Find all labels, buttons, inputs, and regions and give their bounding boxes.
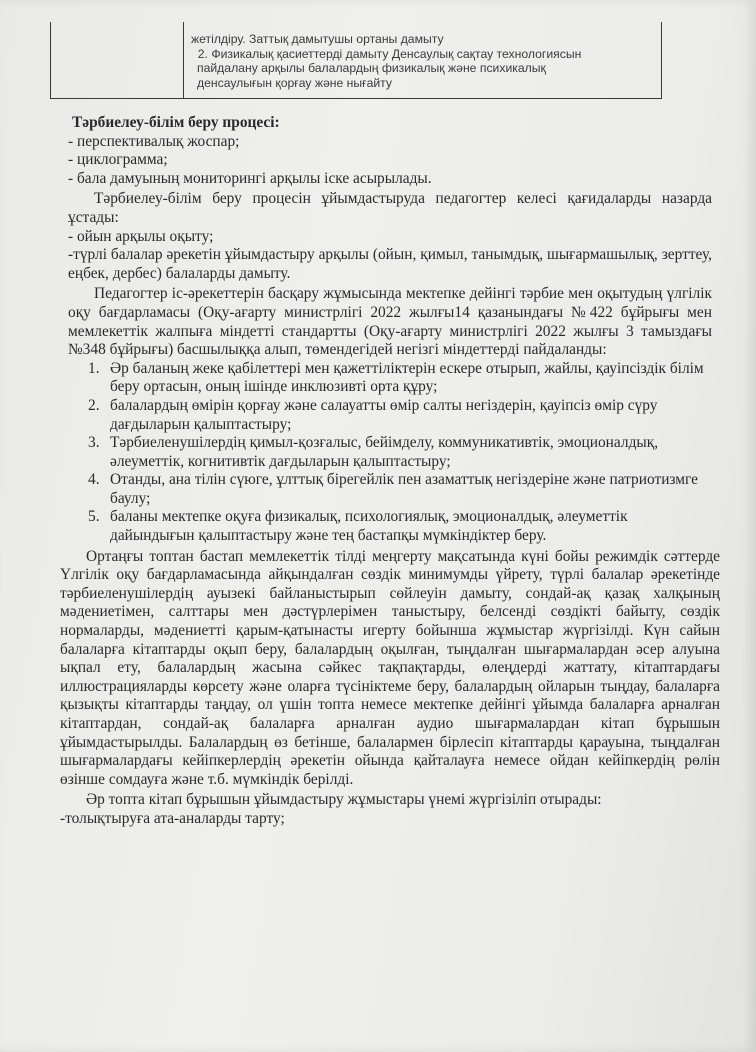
table-cell-text <box>191 32 653 90</box>
task-number: 4. <box>88 471 100 489</box>
standards-paragraph: Педагогтер іс-әрекеттерін басқару жұмысында мектепке дейінгі тәрбие мен оқытудың үлгілік оқу бағдарламасы (Оқу-ағарту министрлігі 2022 жылғы14 қазанындағы №422 бұйрығы мен мемлекеттік жалпыға міндетті стандартты (Оқу-ағарту министрлігі 2022 жылғы 3 тамыздағы №348 бұйрығы) басшылыққа алып, төмендегідей негізгі міндеттерді пайдаланды: <box>68 285 712 359</box>
task-item <box>72 508 712 545</box>
task-item <box>72 397 712 434</box>
bullet-item: - циклограмма; <box>68 151 168 169</box>
table-fragment <box>50 22 662 99</box>
table-line: пайдалану арқылы балалардың физикалық және психикалық <box>197 61 546 75</box>
principle-item: -түрлі балалар әрекетін ұйымдастыру арқылы (ойын, қимыл, танымдық, шығармашылық, зерттеу, еңбек, дербес) балаларды дамыту. <box>68 246 712 282</box>
table-line: 2. Физикалық қасиеттерді дамыту Денсаулық сақтау технологиясын <box>191 46 582 61</box>
section-heading: Тәрбиелеу-білім беру процесі: <box>72 114 280 131</box>
book-corner-item: -толықтыруға ата-аналарды тарту; <box>60 809 285 827</box>
task-text: Әр баланың жеке қабілеттері мен қажеттіліктерін ескере отырып, жайлы, қауіпсіздік білім беру ортасын, оның ішінде инклюзивті орта құру; <box>110 359 704 396</box>
task-item <box>72 471 712 508</box>
table-line: денсаулығын қорғау және нығайту <box>197 75 392 90</box>
book-corner-paragraph: Әр топта кітап бұрышын ұйымдастыру жұмыстары үнемі жүргізіліп отырады: <box>86 791 602 809</box>
task-item <box>72 434 712 471</box>
tasks-list <box>72 360 712 546</box>
middle-group-paragraph: Ортаңғы топтан бастап мемлекеттік тілді меңгерту мақсатында күні бойы режимдік сәттерде Үлгілік оқу бағдарламасында айқындалған сөздік минимумды үйрету, түрлі балалар әрекетінде тәрбиеленушілердің ауызекі байланыстырып сөйлеуін дамыту, сондай-ақ қазақ халқының мәдениетімен, салттары мен дәстүрлерімен таныстыру, белсенді сөздікті байыту, сөздік нормаларды, мәдениетті қарым-қатынасты игерту бойынша жұмыстар жүргізілді. Күн сайын балаларға кітаптарды оқып беру, балалардың оқылған, тыңдалған шығармалардан әсер алуына ықпал ету, балалардың жасына сәйкес тақпақтарды, өлеңдерді жаттату, кітаптардағы иллюстрацияларды көрсету және оларға түсініктеме беру, балалардың ойларын тыңдау, балаларға қызықты кітаптарды таңдау, ол үшін топта немесе мектепке дейінгі ұйымда балаларға арналған кітаптардан, сондай-ақ балаларға арналған аудио шығармалардан кітап бұрышын ұйымдастырылды. Балалардың өз бетінше, балалармен бірлесіп кітаптарды қарауына, тыңдалған шығармалардағы кейіпкерлердің әрекетін ойында қайталауға немесе ойдан кейіпкердің рөлін өзінше сомдауға және т.б. мүмкіндік берілді. <box>60 547 720 788</box>
task-text: Тәрбиеленушілердің қимыл-қозғалыс, бейімделу, коммуникативтік, эмоционалдық, әлеуметтік, когнитивтік дағдыларын қалыптастыру; <box>110 434 659 470</box>
task-number: 2. <box>88 396 100 414</box>
bullet-item: - перспективалық жоспар; <box>68 132 240 150</box>
task-text: балалардың өмірін қорғау және салауатты өмір салты негіздерін, қауіпсіз өмір сүру дағдыларын қалыптастыру; <box>110 396 658 433</box>
principles-intro: Тәрбиелеу-білім беру процесін ұйымдастыруда педагогтер келесі қағидаларды назарда ұстады: <box>68 190 712 226</box>
task-number: 1. <box>88 359 100 377</box>
task-number: 3. <box>88 434 100 452</box>
task-text: Отанды, ана тілін сүюге, ұлттық бірегейлік пен азаматтық негіздеріне және патриотизмге баулу; <box>110 471 698 507</box>
task-text: баланы мектепке оқуға физикалық, психологиялық, эмоционалдық, әлеуметтік дайындығын қалыптастыру және тең бастапқы мүмкіндіктер беру. <box>110 508 628 545</box>
task-number: 5. <box>88 508 100 526</box>
table-column-divider <box>183 22 184 98</box>
bullet-item: - бала дамуының мониторингі арқылы іске асырылады. <box>68 169 432 187</box>
table-line: жетілдіру. Заттық дамытушы ортаны дамыту <box>191 32 444 46</box>
principle-item: - ойын арқылы оқыту; <box>68 227 214 245</box>
document-body <box>60 114 720 829</box>
task-item <box>72 360 712 397</box>
